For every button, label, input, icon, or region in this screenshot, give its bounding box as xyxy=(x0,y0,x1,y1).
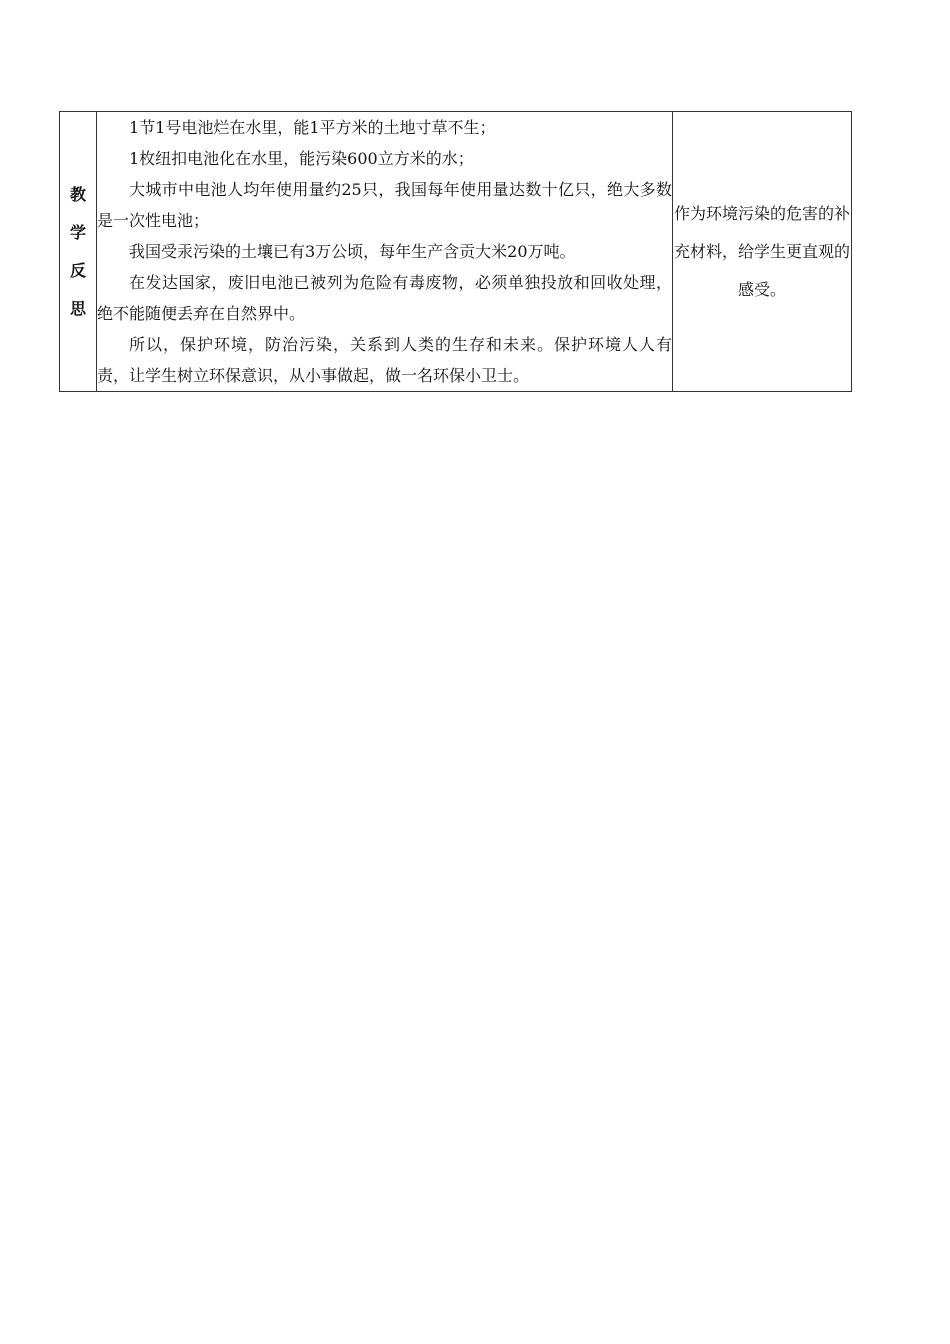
section-label-cell xyxy=(60,112,97,392)
side-note-cell xyxy=(673,112,852,392)
section-label: 教学反思 xyxy=(69,184,86,318)
content-paragraph: 1节1号电池烂在水里，能1平方米的土地寸草不生； xyxy=(129,118,496,137)
content-paragraph: 我国受汞污染的土壤已有3万公顷，每年生产含贡大米20万吨。 xyxy=(129,242,576,261)
content-paragraph: 大城市中电池人均年使用量约25只，我国每年使用量达数十亿只，绝大多数 是一次性电池； xyxy=(97,180,672,230)
content-cell xyxy=(97,112,673,392)
content-paragraph: 在发达国家，废旧电池已被列为危险有毒废物，必须单独投放和回收处理，绝不能随便丢弃在自然界中。 xyxy=(97,273,672,323)
lesson-reflection-table xyxy=(59,111,852,392)
table-row xyxy=(60,112,852,392)
content-paragraph: 1枚纽扣电池化在水里，能污染600立方米的水； xyxy=(129,149,474,168)
side-note: 作为环境污染的危害的补充材料，给学生更直观的感受。 xyxy=(673,203,850,299)
content-paragraph: 所以，保护环境，防治污染，关系到人类的生存和未来。保护环境人人有责，让学生树立环保意识，从小事做起，做一名环保小卫士。 xyxy=(97,335,672,385)
